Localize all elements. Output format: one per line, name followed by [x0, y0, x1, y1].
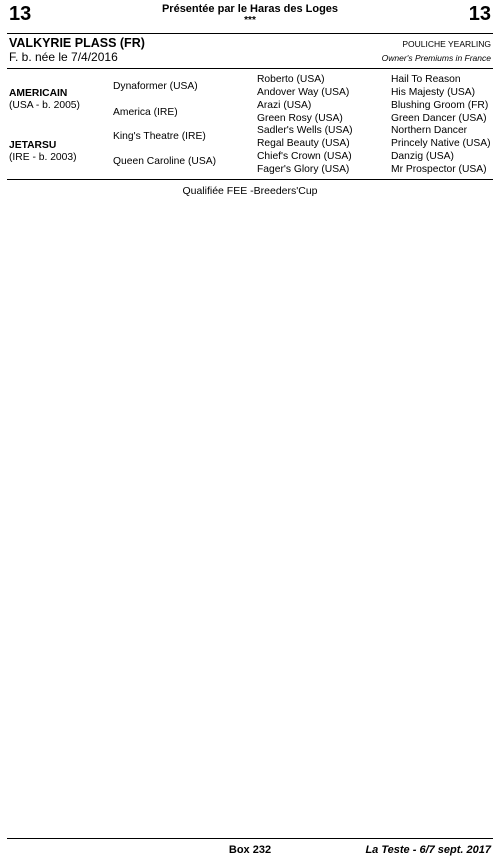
pedigree-gen3: Chief's Crown (USA): [257, 151, 352, 162]
pedigree-gen3: Roberto (USA): [257, 74, 325, 85]
box-number: Box 232: [228, 844, 272, 856]
pedigree-gen3: Regal Beauty (USA): [257, 138, 350, 149]
pedigree-gen4: Princely Native (USA): [391, 138, 491, 149]
dam-info: (IRE - b. 2003): [9, 152, 77, 163]
pedigree-gen4: Hail To Reason: [391, 74, 461, 85]
pedigree-gen3: Sadler's Wells (USA): [257, 125, 353, 136]
pedigree-gen3: Green Rosy (USA): [257, 113, 343, 124]
header-rule: [7, 33, 493, 34]
pedigree-table: [9, 74, 493, 178]
header-stars: ***: [244, 15, 256, 27]
pedigree-top-rule: [7, 68, 493, 69]
consignor-title: Présentée par le Haras des Loges: [161, 3, 339, 15]
horse-description: F. b. née le 7/4/2016: [9, 50, 118, 64]
sire-name: AMERICAIN: [9, 88, 68, 99]
pedigree-gen4: Danzig (USA): [391, 151, 454, 162]
pedigree-gen4: His Majesty (USA): [391, 87, 476, 98]
pedigree-gen4: Mr Prospector (USA): [391, 164, 487, 175]
lot-number-left: 13: [9, 3, 32, 25]
horse-name: VALKYRIE PLASS (FR): [9, 36, 145, 50]
pedigree-gen3: Andover Way (USA): [257, 87, 350, 98]
pedigree-gen2: Queen Caroline (USA): [113, 156, 217, 167]
footer-rule: [7, 838, 493, 839]
sale-name: La Teste - 6/7 sept. 2017: [365, 844, 491, 856]
owners-premium: Owner's Premiums in France: [381, 53, 491, 63]
sire-info: (USA - b. 2005): [9, 100, 80, 111]
pedigree-gen4: Northern Dancer: [391, 125, 468, 136]
lot-number-right: 13: [468, 3, 491, 25]
pedigree-gen2: Dynaformer (USA): [113, 81, 198, 92]
horse-category: POULICHE YEARLING: [402, 39, 491, 49]
dam-name: JETARSU: [9, 140, 57, 151]
page-header: [0, 3, 500, 26]
pedigree-gen2: King's Theatre (IRE): [113, 131, 206, 142]
qualification: Qualifiée FEE -Breeders'Cup: [182, 185, 318, 197]
pedigree-gen4: Blushing Groom (FR): [391, 100, 489, 111]
pedigree-gen2: America (IRE): [113, 107, 178, 118]
pedigree-gen3: Fager's Glory (USA): [257, 164, 350, 175]
pedigree-gen3: Arazi (USA): [257, 100, 312, 111]
pedigree-bottom-rule: [7, 179, 493, 180]
pedigree-gen4: Green Dancer (USA): [391, 113, 487, 124]
